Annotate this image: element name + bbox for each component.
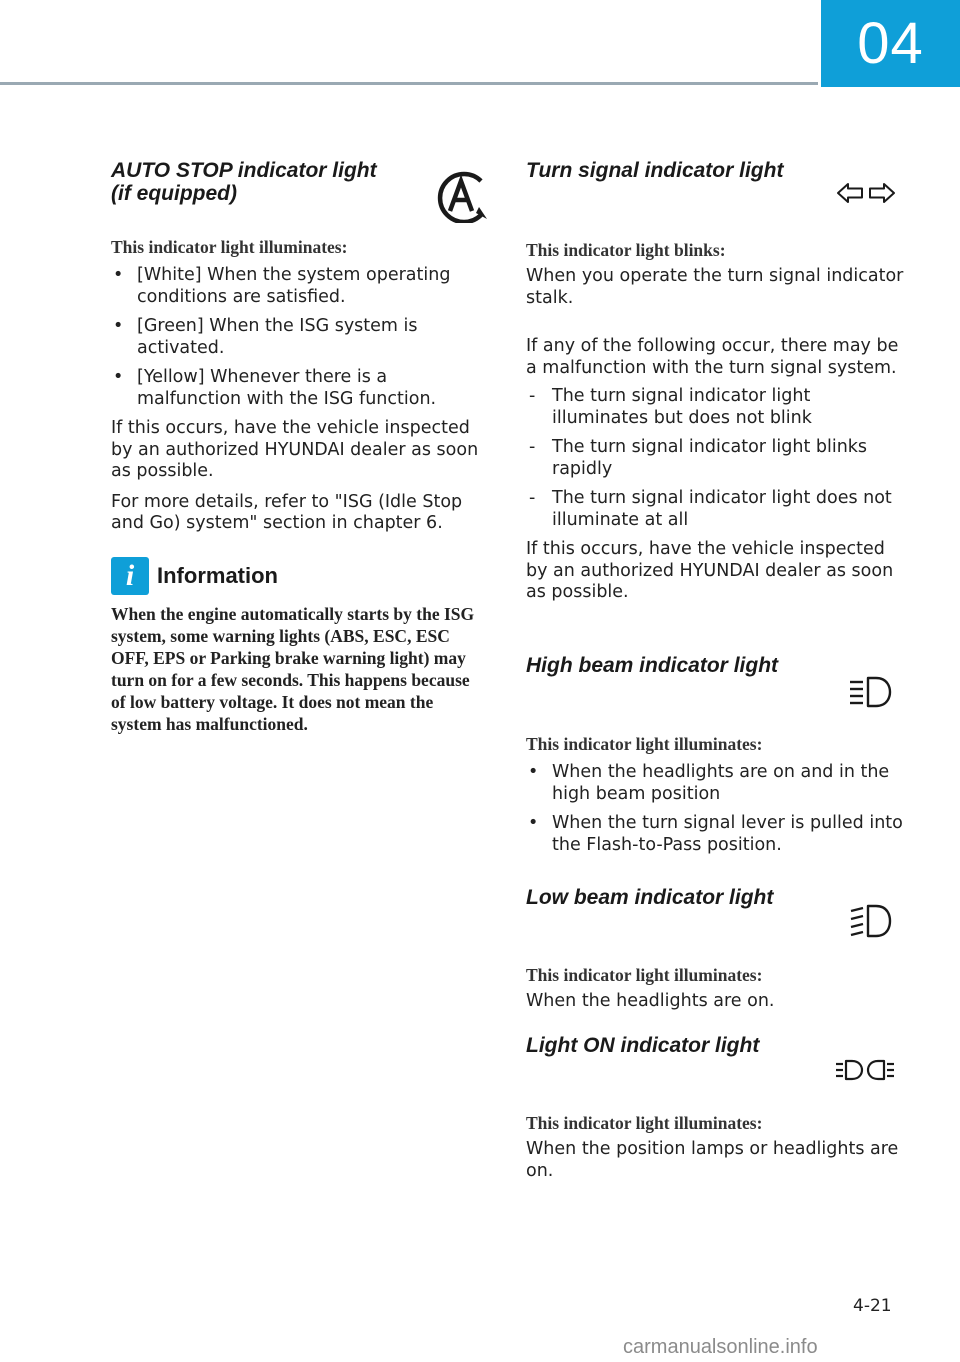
light-on-heading: Light ON indicator light: [526, 1034, 760, 1057]
low-beam-section: [526, 886, 906, 909]
turn-signal-operate-text: When you operate the turn signal indicator stalk.: [526, 266, 904, 308]
low-beam-lead: This indicator light illuminates:: [526, 965, 763, 985]
information-header: [111, 557, 483, 595]
light-on-lead: This indicator light illuminates:: [526, 1113, 763, 1133]
turn-signal-heading: Turn signal indicator light: [526, 159, 784, 182]
low-beam-body: [526, 964, 906, 1013]
list-item: - The turn signal indicator light does not illuminate at all: [529, 488, 892, 530]
light-on-body: [526, 1112, 906, 1182]
high-beam-heading: High beam indicator light: [526, 654, 779, 677]
light-on-text: When the position lamps or headlights are on.: [526, 1139, 899, 1181]
list-item: • When the turn signal lever is pulled into the Flash-to-Pass position.: [528, 813, 903, 855]
list-item: • [Green] When the ISG system is activated.: [113, 316, 418, 358]
auto-stop-inspect-text: If this occurs, have the vehicle inspected by an authorized HYUNDAI dealer as soon as possible.: [111, 418, 479, 481]
turn-signal-arrows-icon: [836, 181, 896, 205]
information-title: Information: [157, 563, 278, 588]
list-item: - The turn signal indicator light illuminates but does not blink: [529, 386, 812, 428]
low-beam-text: When the headlights are on.: [526, 991, 775, 1011]
high-beam-icon: [848, 674, 892, 710]
chapter-tab: 04: [821, 0, 960, 87]
turn-signal-body: [526, 239, 906, 604]
high-beam-section: [526, 654, 906, 677]
page-number: 4-21: [853, 1296, 892, 1316]
list-item: • [Yellow] Whenever there is a malfunction with the ISG function.: [113, 367, 437, 409]
auto-stop-reference-text: For more details, refer to "ISG (Idle Stop and Go) system" section in chapter 6.: [111, 491, 463, 533]
high-beam-lead: This indicator light illuminates:: [526, 734, 763, 754]
information-body: When the engine automatically starts by the ISG system, some warning lights (ABS, ESC, ESC OFF, EPS or Parking brake warning light) may turn on for a few seconds. This happens because of low battery voltage. It does not mean the system has malfunctioned.: [111, 604, 475, 734]
list-item: • When the headlights are on and in the high beam position: [528, 762, 890, 804]
turn-signal-dash-list: [526, 386, 906, 531]
turn-signal-lead: This indicator light blinks:: [526, 240, 726, 260]
information-box: [111, 557, 483, 735]
low-beam-icon: [848, 902, 892, 940]
watermark: carmanualsonline.info: [623, 1336, 818, 1358]
auto-stop-bullets: [111, 265, 483, 410]
light-on-section: [526, 1034, 906, 1057]
high-beam-body: [526, 733, 906, 864]
light-on-icon: [836, 1058, 894, 1082]
info-icon: i: [111, 557, 149, 595]
low-beam-heading: Low beam indicator light: [526, 886, 774, 909]
list-item: • [White] When the system operating conditions are satisfied.: [113, 265, 451, 307]
high-beam-bullets: [526, 762, 906, 856]
turn-signal-inspect-text: If this occurs, have the vehicle inspected by an authorized HYUNDAI dealer as soon as possible.: [526, 539, 894, 602]
auto-stop-body: [111, 236, 483, 535]
turn-signal-section: [526, 159, 906, 182]
turn-signal-malfunction-text: If any of the following occur, there may be a malfunction with the turn signal system.: [526, 336, 899, 378]
auto-stop-lead: This indicator light illuminates:: [111, 237, 348, 257]
auto-stop-a-icon: [431, 169, 491, 223]
auto-stop-heading: AUTO STOP indicator light (if equipped): [111, 159, 377, 205]
auto-stop-section: [111, 159, 483, 205]
header-rule: [0, 82, 818, 85]
list-item: - The turn signal indicator light blinks rapidly: [529, 437, 868, 479]
